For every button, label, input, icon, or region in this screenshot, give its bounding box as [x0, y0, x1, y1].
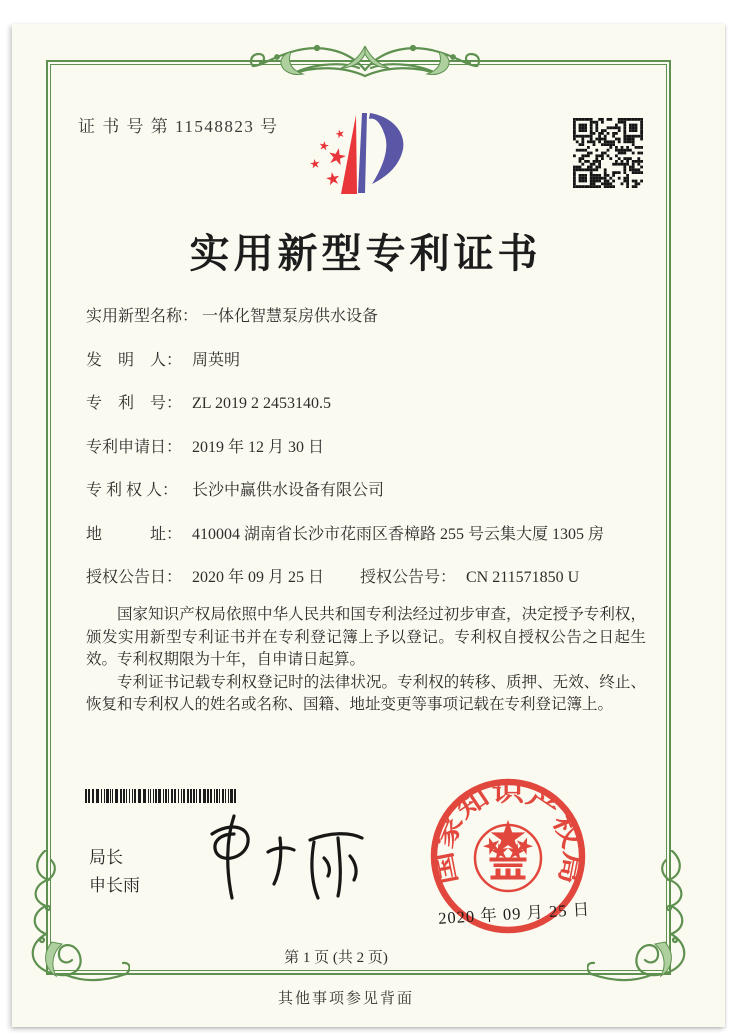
field-row-patentee: [86, 482, 666, 500]
field-value: 长沙中赢供水设备有限公司: [192, 482, 385, 499]
field-value: ZL 2019 2 2453140.5: [192, 395, 331, 412]
handwritten-signature-icon: [198, 810, 373, 905]
cnipa-logo-icon: [290, 95, 430, 205]
field-row-inventor: [86, 352, 666, 370]
field-row-filing-date: [86, 439, 666, 457]
field-value: 周英明: [192, 351, 241, 369]
field-row-name: [86, 308, 666, 326]
legal-text: [86, 604, 646, 717]
field-label: 授权公告日：: [86, 569, 183, 586]
logo-stars: [310, 129, 348, 186]
field-label: 地 址：: [86, 525, 183, 543]
seal-date: 2020 年 09 月 25 日: [437, 899, 591, 928]
field-label: 授权公告号：: [360, 569, 457, 586]
logo-tower: [341, 115, 357, 194]
commissioner-title: 局长: [89, 848, 123, 867]
bottom-right-flourish-icon: [587, 850, 695, 990]
field-pair-grant-no: [360, 569, 579, 587]
field-value: 2019 年 12 月 30 日: [192, 438, 325, 456]
top-flourish-ornament-icon: [247, 36, 483, 90]
field-row-patent-no: [86, 395, 666, 413]
field-row-address: [86, 526, 666, 544]
field-value: CN 211571850 U: [466, 569, 580, 586]
seal-arc-text: 国家知识产权局: [432, 780, 585, 887]
field-label: 专利申请日：: [86, 438, 183, 456]
field-value: 2020 年 09 月 25 日: [192, 569, 325, 586]
field-value: 一体化智慧泵房供水设备: [202, 308, 379, 325]
field-label: 实用新型名称：: [86, 308, 199, 325]
field-value: 410004 湖南省长沙市花雨区香樟路 255 号云集大厦 1305 房: [192, 525, 605, 543]
certificate-number: 证 书 号 第 11548823 号: [78, 117, 279, 136]
qr-code: [573, 118, 643, 188]
field-label: 专 利 号：: [86, 395, 183, 412]
field-list: [86, 308, 666, 613]
national-emblem: [475, 825, 541, 891]
logo-p-swoosh: [358, 113, 403, 193]
granting-paragraph: 国家知识产权局依照中华人民共和国专利法经过初步审查，决定授予专利权，颁发实用新型专利证书并在专利登记簿上予以登记。专利权自授权公告之日起生效。专利权期限为十年，自申请日起算。: [86, 606, 646, 668]
field-row-grant: [86, 569, 666, 587]
register-paragraph: 专利证书记载专利权登记时的法律状况。专利权的转移、质押、无效、终止、恢复和专利权人的姓名或名称、国籍、地址变更等事项记载在专利登记簿上。: [86, 673, 646, 713]
certificate-title: 实用新型专利证书: [189, 231, 542, 276]
page-number: 第 1 页 (共 2 页): [284, 950, 388, 966]
field-label: 发 明 人：: [86, 351, 183, 369]
barcode: [85, 789, 243, 803]
field-label: 专 利 权 人：: [86, 482, 179, 499]
back-note: 其他事项参见背面: [277, 991, 414, 1007]
commissioner-name: 申长雨: [89, 876, 140, 895]
